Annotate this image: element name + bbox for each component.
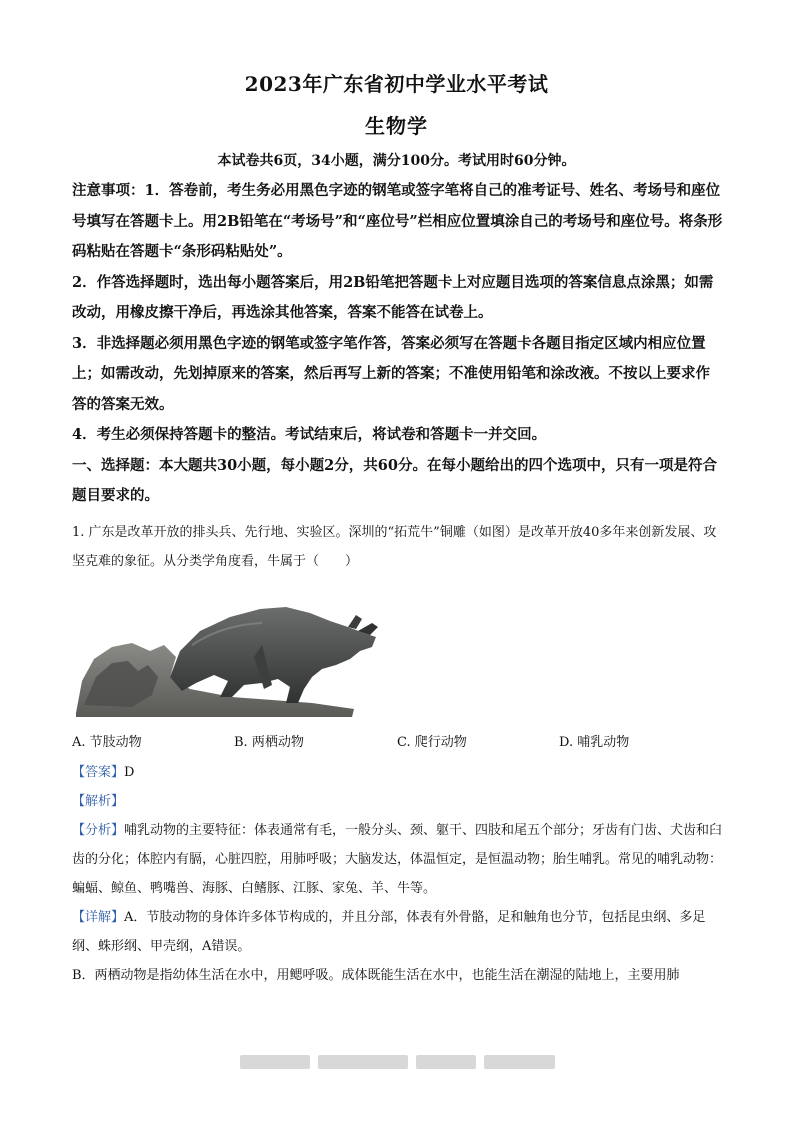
exam-info: 本试卷共6页，34小题，满分100分。考试用时60分钟。 [217,153,576,169]
analysis-line [72,787,724,816]
answer-tag: 【答案】 [72,765,125,780]
analysis-tag: 【解析】 [72,794,125,809]
instruction-4: 4．考生必须保持答题卡的整洁。考试结束后，将试卷和答题卡一并交回。 [72,426,547,443]
xiangjie-paragraph [72,903,724,961]
bull-statue-image [72,585,384,720]
answer-section [72,758,724,990]
exam-subject: 生物学 [365,114,428,138]
fenxi-tag: 【分析】 [72,823,125,838]
xiangjie-b-text: B．两栖动物是指幼体生活在水中，用鳃呼吸。成体既能生活在水中，也能生活在潮湿的陆地上，主要用肺 [72,968,680,983]
fenxi-paragraph [72,816,724,903]
section-heading: 一、选择题：本大题共30小题，每小题2分，共60分。在每小题给出的四个选项中，只有一项是符合题目要求的。 [72,456,717,504]
xiangjie-a-text: A．节肢动物的身体许多体节构成的，并且分部，体表有外骨骼，足和触角也分节，包括昆虫纲、多足纲、蛛形纲、甲壳纲，A错误。 [72,910,706,954]
instruction-1: 注意事项：1．答卷前，考生务必用黑色字迹的钢笔或签字笔将自己的准考证号、姓名、考场号和座位号填写在答题卡上。用2B铅笔在“考场号”和“座位号”栏相应位置填涂自己的考场号和座位号。将条形码粘贴在答题卡“条形码粘贴处”。 [72,182,723,260]
exam-instructions [72,176,724,512]
answer-value: D [124,765,135,780]
exam-title: 2023年广东省初中学业水平考试 [244,72,549,96]
fenxi-text: 哺乳动物的主要特征：体表通常有毛，一般分头、颈、躯干、四肢和尾五个部分；牙齿有门齿、犬齿和臼齿的分化；体腔内有膈，心脏四腔，用肺呼吸；大脑发达，体温恒定，是恒温动物；胎生哺乳。常见的哺乳动物：蝙蝠、鲸鱼、鸭嘴兽、海豚、白鳍豚、江豚、家兔、羊、牛等。 [72,823,723,896]
question-1-stem: 1. 广东是改革开放的排头兵、先行地、实验区。深圳的“拓荒牛”铜雕（如图）是改革开放40多年来创新发展、攻坚克难的象征。从分类学角度看，牛属于（ ） [72,525,717,569]
blurred-footer-watermark [240,1055,555,1069]
instruction-2: 2．作答选择题时，选出每小题答案后，用2B铅笔把答题卡上对应题目选项的答案信息点涂黑；如需改动，用橡皮擦干净后，再选涂其他答案，答案不能答在试卷上。 [72,273,714,321]
option-d: D. 哺乳动物 [559,735,630,750]
answer-line [72,758,724,787]
xiangjie-tag: 【详解】 [72,910,125,925]
option-c: C. 爬行动物 [397,735,467,750]
option-b: B. 两栖动物 [234,735,304,750]
instruction-3: 3．非选择题必须用黑色字迹的钢笔或签字笔作答，答案必须写在答题卡各题目指定区域内相应位置上；如需改动，先划掉原来的答案，然后再写上新的答案；不准使用铅笔和涂改液。不按以上要求作答的答案无效。 [72,334,710,413]
option-a: A. 节肢动物 [72,735,142,750]
